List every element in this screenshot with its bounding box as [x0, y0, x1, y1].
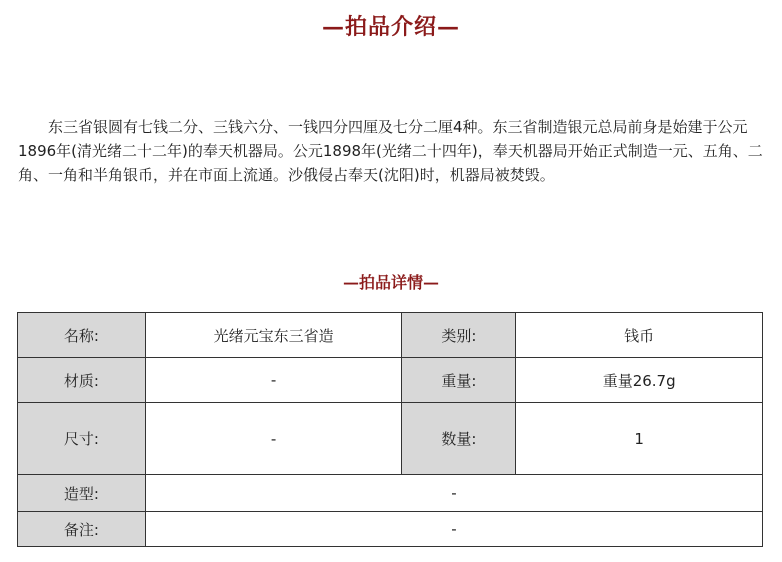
size-value: - — [145, 403, 402, 475]
name-value: 光绪元宝东三省造 — [145, 313, 402, 358]
table-row — [18, 358, 763, 403]
name-label: 名称: — [18, 313, 146, 358]
details-table — [17, 312, 763, 547]
shape-label: 造型: — [18, 475, 146, 512]
intro-section-title: —拍品介绍— — [321, 14, 460, 40]
table-row — [18, 403, 763, 475]
material-value: - — [145, 358, 402, 403]
size-label: 尺寸: — [18, 403, 146, 475]
weight-label: 重量: — [402, 358, 516, 403]
table-row — [18, 512, 763, 547]
table-row — [18, 475, 763, 512]
remark-value: - — [145, 512, 762, 547]
category-value: 钱币 — [516, 313, 763, 358]
weight-value: 重量26.7g — [516, 358, 763, 403]
details-section-title: —拍品详情— — [342, 273, 439, 292]
table-row — [18, 313, 763, 358]
remark-label: 备注: — [18, 512, 146, 547]
category-label: 类别: — [402, 313, 516, 358]
material-label: 材质: — [18, 358, 146, 403]
shape-value: - — [145, 475, 762, 512]
quantity-label: 数量: — [402, 403, 516, 475]
quantity-value: 1 — [516, 403, 763, 475]
intro-paragraph: 东三省银圆有七钱二分、三钱六分、一钱四分四厘及七分二厘4种。东三省制造银元总局前身是始建于公元1896年(清光绪二十二年)的奉天机器局。公元1898年(光绪二十四年)，奉天机器局开始正式制造一元、五角、二角、一角和半角银币，并在市面上流通。沙俄侵占奉天(沈阳)时，机器局被焚毁。 — [18, 118, 763, 184]
